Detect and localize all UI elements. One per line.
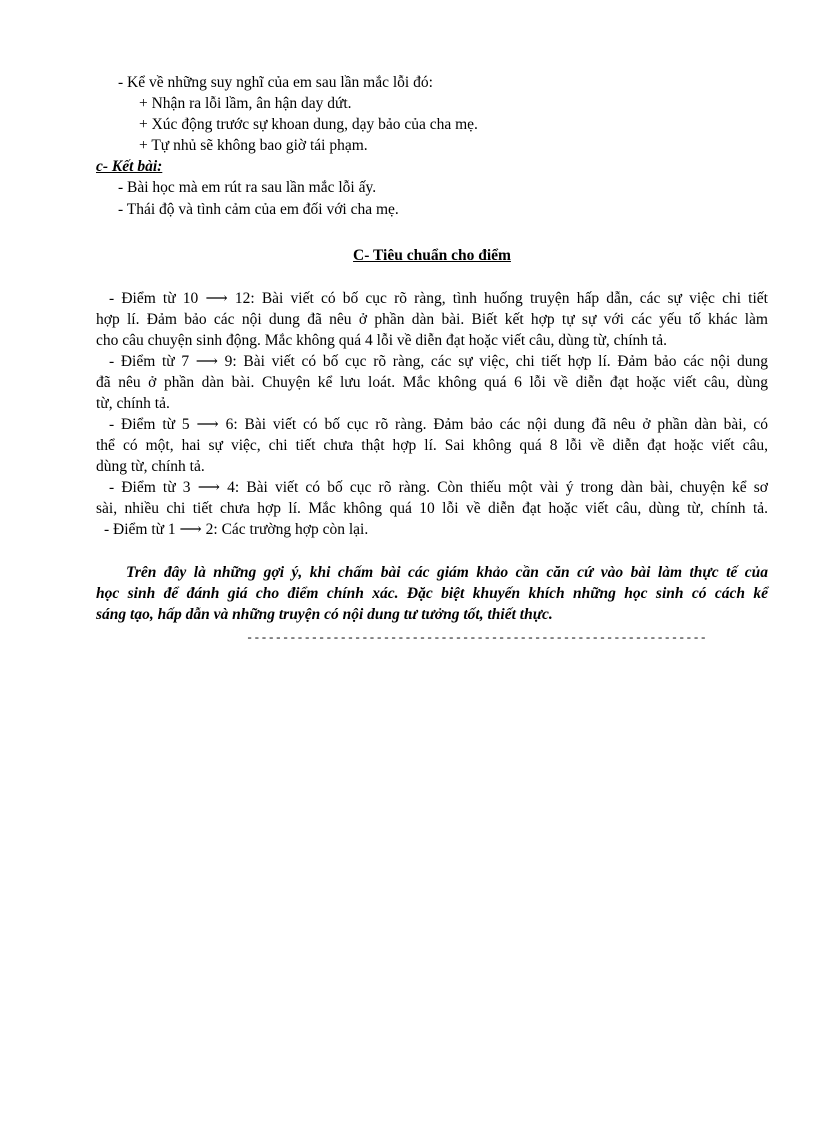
separator-line: ---------------------------------------------------------------- xyxy=(246,631,707,645)
criteria-line: cho câu chuyện sinh động. Mắc không quá 4 lỗi về diễn đạt hoặc viết câu, dùng từ, chính tả. xyxy=(96,332,667,349)
conclusion-item-2: - Thái độ và tình cảm của em đối với cha mẹ. xyxy=(118,201,399,218)
criteria-heading: C- Tiêu chuẩn cho điểm xyxy=(353,247,511,264)
note-line: sáng tạo, hấp dẫn và những truyện có nội dung tư tưởng tốt, thiết thực. xyxy=(96,606,553,623)
criteria-line: thể có một, hai sự việc, chi tiết chưa thật hợp lí. Sai không quá 8 lỗi về diễn đạt hoặc viết câu, xyxy=(96,437,768,454)
conclusion-heading: c- Kết bài: xyxy=(96,158,163,175)
outline-sub-item-3: + Tự nhủ sẽ không bao giờ tái phạm. xyxy=(139,137,368,154)
criteria-line: - Điểm từ 5 ⟶ 6: Bài viết có bố cục rõ ràng. Đảm bảo các nội dung đã nêu ở phần dàn bài, có xyxy=(109,416,768,433)
criteria-line: - Điểm từ 1 ⟶ 2: Các trường hợp còn lại. xyxy=(104,521,369,538)
criteria-line: - Điểm từ 10 ⟶ 12: Bài viết có bố cục rõ ràng, tình huống truyện hấp dẫn, các sự việc chi tiết xyxy=(109,290,768,307)
criteria-line: đã nêu ở phần dàn bài. Chuyện kể lưu loát. Mắc không quá 6 lỗi về diễn đạt hoặc viết câu, dùng xyxy=(96,374,768,391)
criteria-line: từ, chính tả. xyxy=(96,395,170,412)
criteria-line: hợp lí. Đảm bảo các nội dung đã nêu ở phần dàn bài. Biết kết hợp tự sự với các yếu tố khác làm xyxy=(96,311,768,328)
criteria-line: dùng từ, chính tả. xyxy=(96,458,205,475)
criteria-line: - Điểm từ 3 ⟶ 4: Bài viết có bố cục rõ ràng. Còn thiếu một vài ý trong dàn bài, chuyện kể sơ xyxy=(109,479,768,496)
outline-thoughts-item: - Kể về những suy nghĩ của em sau lần mắc lỗi đó: xyxy=(118,74,433,91)
outline-sub-item-1: + Nhận ra lỗi lầm, ân hận day dứt. xyxy=(139,95,352,112)
conclusion-item-1: - Bài học mà em rút ra sau lần mắc lỗi ấy. xyxy=(118,179,377,196)
note-line: Trên đây là những gợi ý, khi chấm bài các giám khảo cần căn cứ vào bài làm thực tế của xyxy=(126,564,768,581)
criteria-line: - Điểm từ 7 ⟶ 9: Bài viết có bố cục rõ ràng, các sự việc, chi tiết hợp lí. Đảm bảo các nội dung xyxy=(109,353,768,370)
criteria-line: sài, nhiều chi tiết chưa hợp lí. Mắc không quá 10 lỗi về diễn đạt hoặc viết câu, dùng từ, chính tả. xyxy=(96,500,768,517)
outline-sub-item-2: + Xúc động trước sự khoan dung, dạy bảo của cha mẹ. xyxy=(139,116,478,133)
note-line: học sinh để đánh giá cho điểm chính xác. Đặc biệt khuyến khích những học sinh có cách kể xyxy=(96,585,768,602)
